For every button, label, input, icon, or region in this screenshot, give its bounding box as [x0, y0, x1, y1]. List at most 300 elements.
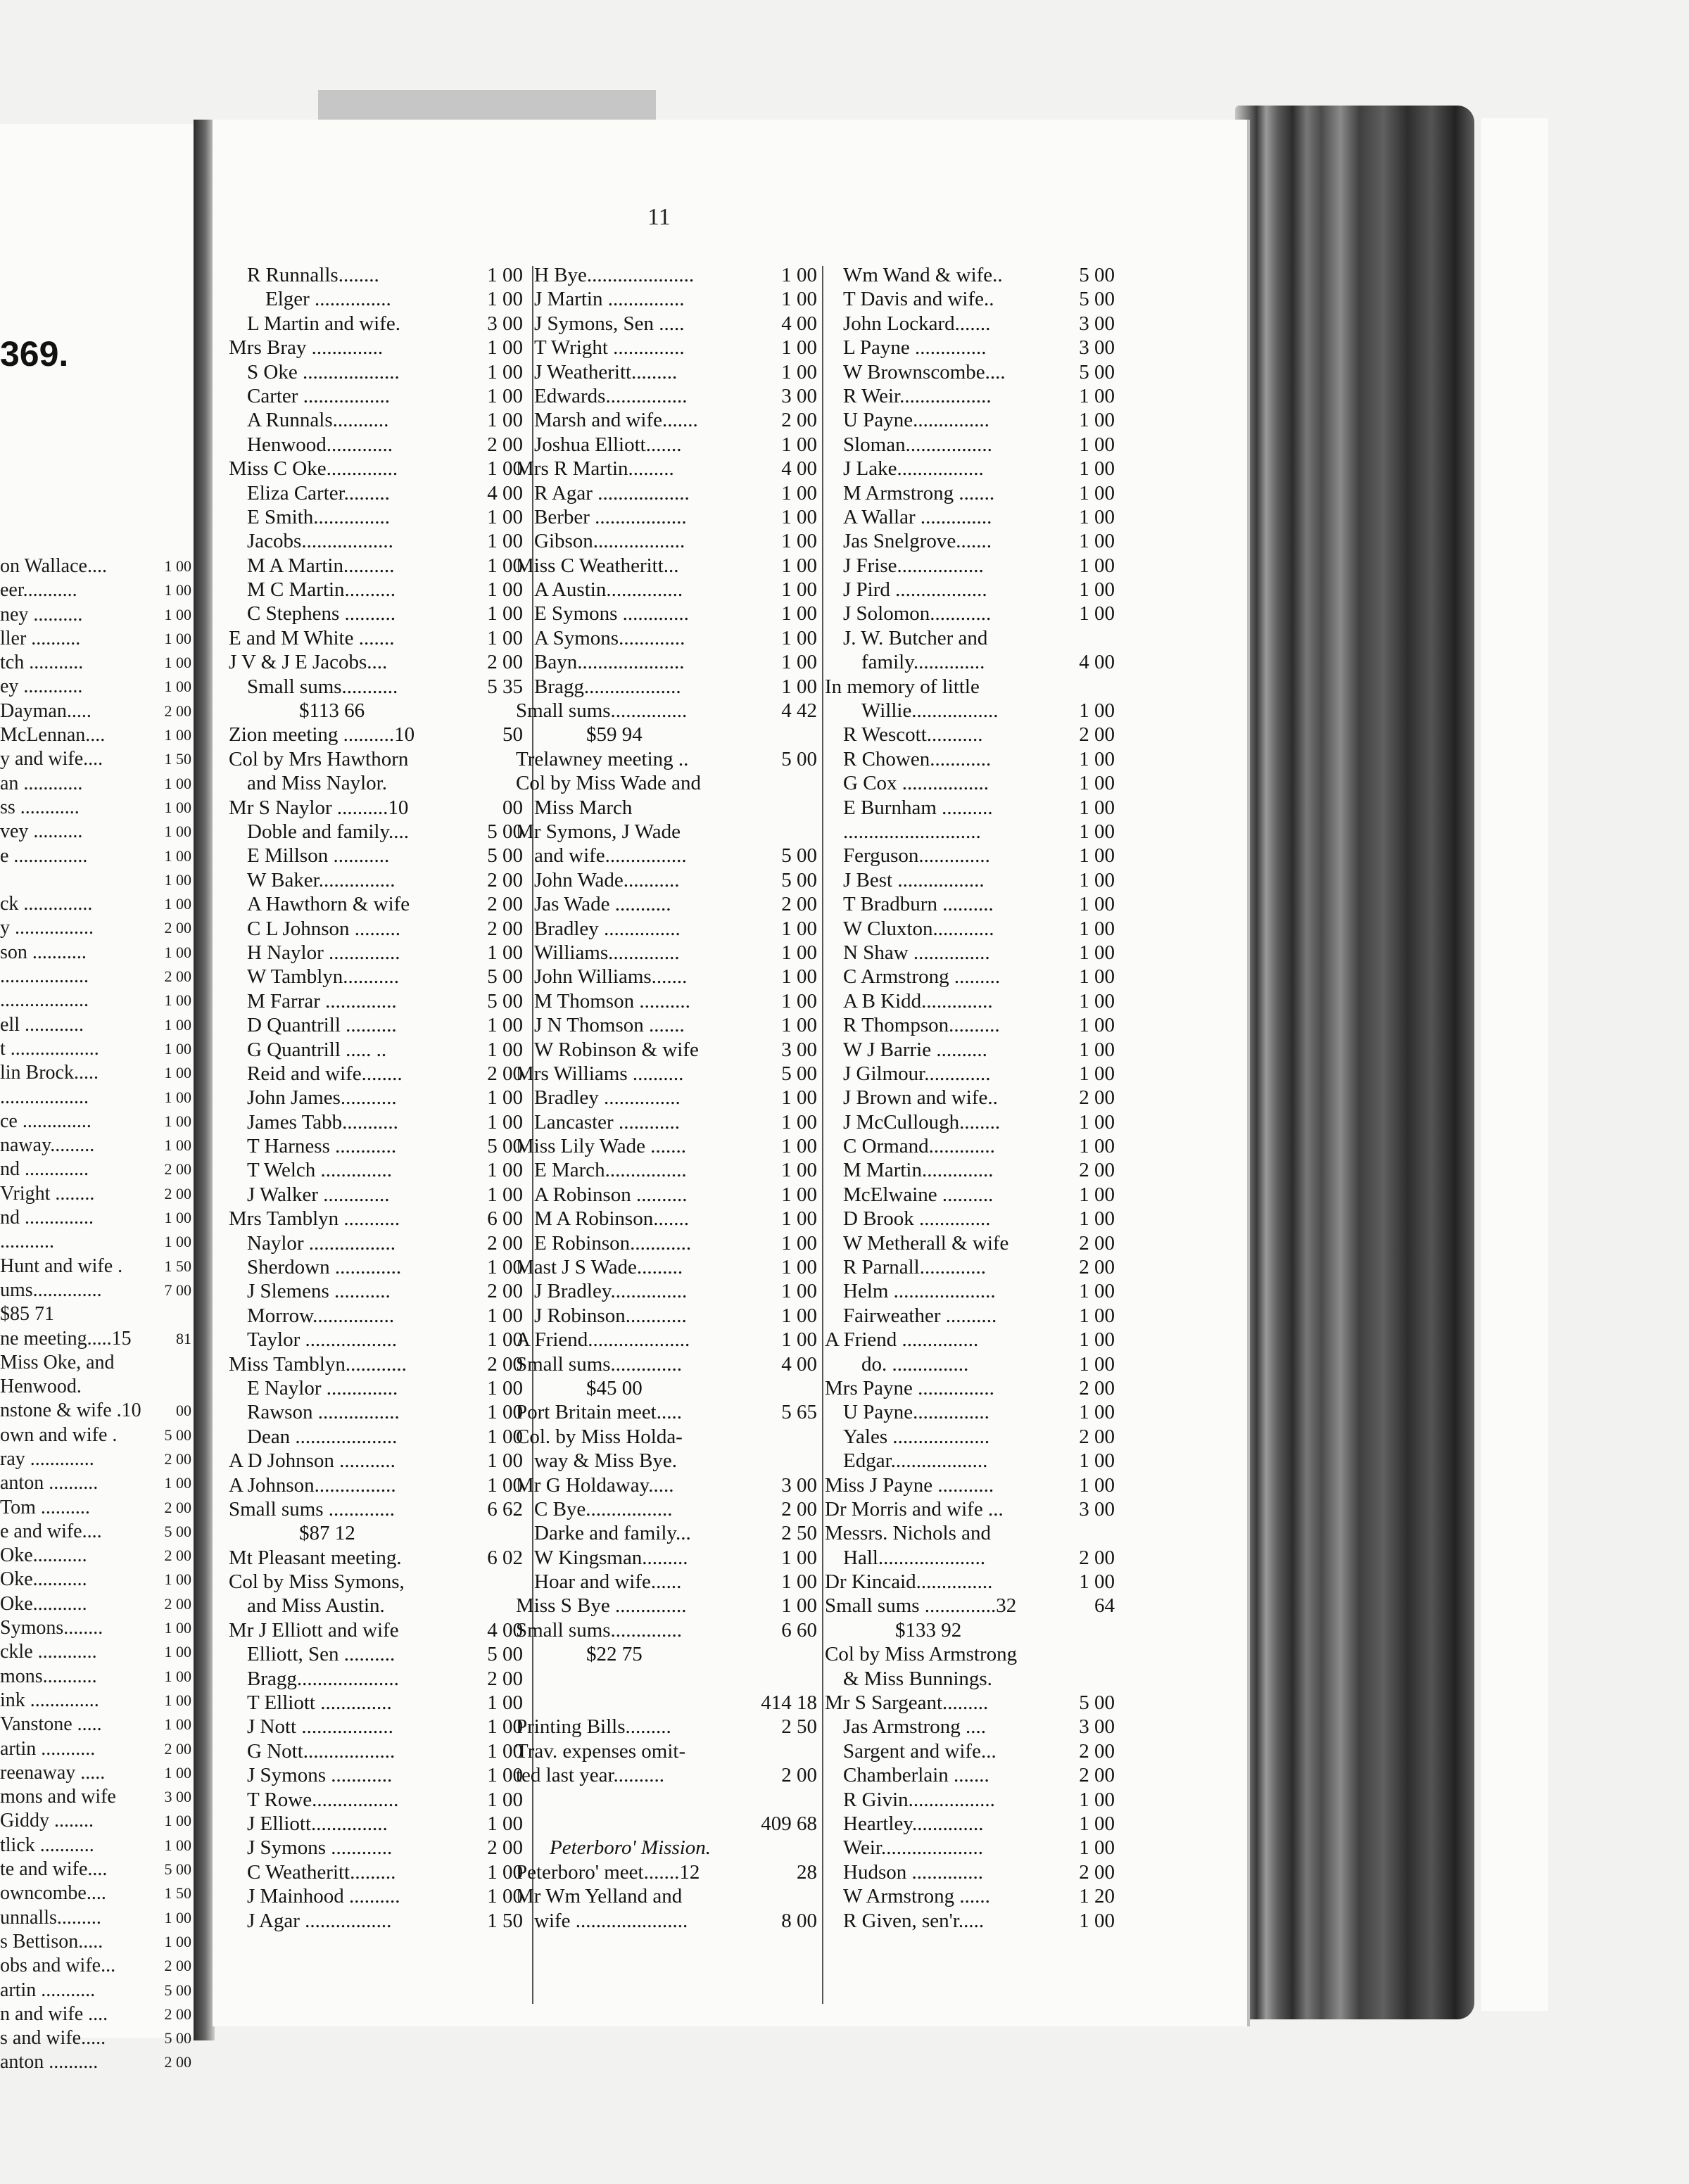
- entry-amount: 1 00: [164, 895, 191, 913]
- entry-amount: 2 00: [487, 651, 523, 674]
- entry-name: G Quantrill ..... ..: [247, 1038, 387, 1061]
- entry-amount: 2 00: [164, 701, 191, 720]
- entry-amount: 1 00: [487, 554, 523, 577]
- entry-amount: 6 60: [781, 1618, 817, 1642]
- ledger-row: [825, 1183, 1115, 1207]
- entry-amount: 3 00: [487, 312, 523, 335]
- ledger-row: [516, 1521, 817, 1545]
- ledger-row: [516, 1183, 817, 1207]
- ledger-row: [229, 433, 523, 457]
- ledger-row: [825, 1425, 1115, 1449]
- entry-name: Oke...........: [0, 1568, 87, 1591]
- left-page-entry: [0, 1327, 191, 1351]
- entry-amount: 5 00: [781, 844, 817, 868]
- entry-amount: 1 00: [164, 774, 191, 792]
- entry-amount: 1 00: [781, 530, 817, 553]
- ledger-row: [516, 820, 817, 844]
- entry-amount: 2 00: [164, 967, 191, 986]
- ledger-row: [229, 771, 523, 795]
- entry-name: owncombe....: [0, 1882, 106, 1905]
- entry-amount: 1 00: [1079, 893, 1115, 916]
- ledger-row: [516, 360, 817, 384]
- ledger-row: [229, 457, 523, 481]
- ledger-row: [516, 650, 817, 674]
- left-page-entry: [0, 1037, 191, 1061]
- entry-amount: 4 00: [487, 1618, 523, 1642]
- left-page-entry: [0, 1255, 191, 1278]
- ledger-row: [229, 675, 523, 699]
- entry-amount: 1 00: [1079, 1570, 1115, 1594]
- entry-name: Miss S Bye ..............: [516, 1594, 687, 1618]
- ledger-row: [229, 1594, 523, 1618]
- entry-amount: 1 00: [1079, 699, 1115, 723]
- entry-amount: 1 00: [781, 1014, 817, 1037]
- entry-amount: 1 00: [164, 1763, 191, 1782]
- entry-amount: 1 00: [487, 1159, 523, 1182]
- entry-name: ink ..............: [0, 1689, 99, 1711]
- left-page-entry: [0, 1858, 191, 1881]
- ledger-row: [825, 747, 1115, 771]
- ledger-row: [229, 312, 523, 336]
- entry-amount: 2 00: [164, 919, 191, 937]
- entry-name: W Metherall & wife: [843, 1231, 1009, 1255]
- entry-name: John Williams.......: [534, 965, 688, 989]
- entry-name: Vright ........: [0, 1182, 95, 1205]
- entry-amount: 2 00: [1079, 723, 1115, 747]
- entry-name: M A Martin..........: [247, 554, 395, 577]
- ledger-row: [516, 1812, 817, 1836]
- entry-amount: 3 00: [1079, 1715, 1115, 1739]
- entry-name: Small sums ..............32: [825, 1594, 1017, 1618]
- entry-name: Elger ...............: [265, 288, 391, 311]
- entry-amount: 3 00: [781, 384, 817, 407]
- entry-amount: 6 00: [487, 1207, 523, 1231]
- entry-name: Dayman.....: [0, 699, 91, 722]
- entry-name: tch ...........: [0, 652, 84, 674]
- left-page-entry: [0, 796, 191, 820]
- entry-name: In memory of little: [825, 675, 980, 698]
- entry-amount: 5 00: [781, 747, 817, 770]
- entry-name: Messrs. Nichols and: [825, 1522, 992, 1545]
- entry-name: nd .............: [0, 1158, 89, 1181]
- entry-name: ell ............: [0, 1013, 84, 1036]
- entry-name: A Symons.............: [534, 626, 685, 649]
- subtotal-amount: $113 66: [299, 699, 365, 723]
- entry-amount: 4 00: [781, 457, 817, 481]
- entry-name: A Austin...............: [534, 578, 683, 602]
- entry-name: L Martin and wife.: [247, 312, 400, 335]
- entry-amount: 2 00: [164, 1739, 191, 1758]
- ledger-row: [825, 384, 1115, 408]
- ledger-row: [825, 457, 1115, 481]
- ledger-row: [229, 626, 523, 650]
- entry-amount: 1 00: [1079, 941, 1115, 964]
- entry-name: G Nott..................: [247, 1739, 396, 1763]
- entry-name: H Naylor ..............: [247, 941, 400, 964]
- entry-name: R Runnalls........: [247, 264, 379, 286]
- entry-name: J Mainhood ..........: [247, 1885, 400, 1908]
- subtotal-amount: $22 75: [586, 1643, 643, 1666]
- subtotal-row: [516, 723, 817, 747]
- entry-amount: 1 00: [164, 1619, 191, 1637]
- ledger-row: [229, 287, 523, 311]
- entry-name: Port Britain meet.....: [516, 1401, 682, 1424]
- ledger-row: [825, 1691, 1115, 1715]
- entry-amount: 2 00: [164, 1498, 191, 1516]
- entry-amount: 1 00: [487, 1739, 523, 1763]
- entry-name: U Payne...............: [843, 1401, 989, 1424]
- entry-name: M Martin..............: [843, 1159, 994, 1182]
- ledger-row: [825, 1086, 1115, 1110]
- ledger-row: [825, 1667, 1115, 1691]
- entry-name: n and wife ....: [0, 2002, 108, 2025]
- entry-name: ...........................: [843, 820, 981, 843]
- entry-amount: 1 00: [781, 989, 817, 1012]
- entry-name: eer...........: [0, 579, 77, 602]
- entry-amount: 8 00: [781, 1909, 817, 1932]
- book-page-edges: [1235, 106, 1474, 2019]
- entry-name: J Agar .................: [247, 1909, 392, 1932]
- back-sheet: [1481, 118, 1548, 2011]
- subtotal-row: [825, 1618, 1115, 1642]
- entry-name: Jas Snelgrove.......: [843, 530, 992, 553]
- entry-amount: 50: [502, 723, 523, 747]
- entry-amount: 2 00: [487, 917, 523, 940]
- entry-amount: 2 00: [781, 1764, 817, 1787]
- ledger-row: [825, 1400, 1115, 1424]
- entry-amount: 1 00: [164, 1209, 191, 1227]
- entry-amount: 3 00: [164, 1788, 191, 1806]
- entry-amount: 1 00: [164, 991, 191, 1010]
- entry-amount: 2 00: [164, 2005, 191, 2023]
- entry-name: E Naylor ..............: [247, 1376, 398, 1399]
- ledger-row: [229, 844, 523, 868]
- ledger-row: [229, 336, 523, 360]
- ledger-row: [516, 1739, 817, 1763]
- entry-name: C L Johnson .........: [247, 917, 401, 940]
- entry-name: J Best .................: [843, 868, 985, 891]
- ledger-row: [825, 675, 1115, 699]
- entry-name: H Bye.....................: [534, 264, 695, 286]
- entry-name: M Thomson ..........: [534, 989, 690, 1012]
- entry-amount: 1 00: [1079, 796, 1115, 819]
- entry-amount: 1 00: [487, 1110, 523, 1134]
- left-page-entry: [0, 2002, 191, 2026]
- ledger-row: [229, 1425, 523, 1449]
- entry-name: Joshua Elliott.......: [534, 433, 682, 456]
- entry-name: Col by Miss Armstrong: [825, 1643, 1018, 1666]
- entry-amount: 1 00: [781, 1207, 817, 1231]
- entry-amount: 1 00: [487, 1256, 523, 1279]
- ledger-row: [825, 771, 1115, 795]
- ledger-row: [516, 1570, 817, 1594]
- left-page-entry: [0, 1061, 191, 1085]
- book-gutter: [194, 120, 215, 2040]
- entry-amount: 2 00: [487, 1280, 523, 1303]
- ledger-row: [229, 1860, 523, 1884]
- left-page-entry: [0, 1110, 191, 1134]
- entry-name: M Farrar ..............: [247, 989, 397, 1012]
- entry-amount: 1 00: [781, 1159, 817, 1182]
- left-page-entry: [0, 2026, 191, 2050]
- entry-amount: 2 00: [164, 1547, 191, 1565]
- entry-name: A D Johnson ...........: [229, 1449, 396, 1473]
- entry-name: A Johnson................: [229, 1473, 396, 1497]
- entry-name: Dr Kincaid...............: [825, 1570, 993, 1594]
- entry-amount: 1 00: [164, 605, 191, 623]
- ledger-column-2: [516, 263, 817, 1933]
- entry-amount: 1 00: [487, 288, 523, 311]
- ledger-row: [516, 1158, 817, 1182]
- entry-amount: 2 50: [781, 1522, 817, 1545]
- left-page-entry: [0, 772, 191, 796]
- entry-amount: 1 00: [781, 1280, 817, 1303]
- entry-name: Reid and wife........: [247, 1062, 403, 1085]
- entry-name: Oke...........: [0, 1544, 87, 1567]
- entry-name: Eliza Carter.........: [247, 481, 390, 504]
- ledger-row: [825, 287, 1115, 311]
- entry-amount: 1 00: [1079, 505, 1115, 528]
- ledger-row: [229, 1255, 523, 1279]
- entry-amount: 1 00: [781, 675, 817, 698]
- left-page-entry: [0, 747, 191, 771]
- ledger-row: [516, 844, 817, 868]
- left-page-entry: [0, 1954, 191, 1978]
- ledger-row: [516, 917, 817, 941]
- ledger-row: [516, 312, 817, 336]
- entry-name: reenaway .....: [0, 1761, 106, 1784]
- ledger-row: [825, 1836, 1115, 1860]
- ledger-row: [825, 1812, 1115, 1836]
- entry-amount: 1 00: [487, 1038, 523, 1061]
- entry-name: Col by Miss Symons,: [229, 1570, 405, 1594]
- ledger-row: [516, 989, 817, 1013]
- entry-name: Hudson ..............: [843, 1860, 983, 1884]
- left-page-entry: [0, 1640, 191, 1664]
- ledger-row: [825, 1158, 1115, 1182]
- entry-name: Col by Miss Wade and: [516, 772, 701, 795]
- left-page-entry: [0, 1592, 191, 1616]
- entry-name: Hall.....................: [843, 1546, 986, 1569]
- entry-amount: 5 00: [1079, 1691, 1115, 1715]
- entry-name: J V & J E Jacobs....: [229, 651, 388, 674]
- entry-amount: 2 00: [781, 409, 817, 432]
- left-page-entry: [0, 1302, 191, 1326]
- ledger-row: [825, 650, 1115, 674]
- ledger-row: [229, 263, 523, 287]
- left-page-entry: [0, 989, 191, 1012]
- ledger-row: [229, 1739, 523, 1763]
- entry-amount: 2 00: [1079, 1860, 1115, 1884]
- entry-name: Oke...........: [0, 1592, 87, 1615]
- entry-amount: 1 00: [164, 1643, 191, 1661]
- ledger-row: [825, 360, 1115, 384]
- entry-name: Zion meeting ..........10: [229, 723, 415, 747]
- entry-name: J Gilmour.............: [843, 1062, 991, 1085]
- entry-amount: 1 00: [1079, 1062, 1115, 1085]
- entry-name: Col by Mrs Hawthorn: [229, 747, 409, 770]
- entry-name: Miss C Oke..............: [229, 457, 398, 481]
- entry-name: John Wade...........: [534, 868, 680, 891]
- entry-name: Darke and family...: [534, 1522, 691, 1545]
- entry-amount: 1 00: [487, 530, 523, 553]
- entry-amount: 1 00: [164, 1812, 191, 1830]
- entry-amount: 2 00: [164, 1957, 191, 1975]
- entry-amount: 1 00: [487, 457, 523, 481]
- ledger-row: [516, 747, 817, 771]
- entry-name: Mr S Naylor ..........10: [229, 796, 409, 819]
- ledger-row: [516, 1304, 817, 1328]
- entry-name: Miss March: [534, 796, 633, 819]
- entry-name: C Weatheritt.........: [247, 1860, 396, 1884]
- entry-amount: 1 00: [781, 433, 817, 456]
- left-page-entry: [0, 1351, 191, 1375]
- entry-amount: 1 00: [781, 336, 817, 360]
- ledger-row: [516, 1110, 817, 1134]
- entry-amount: 1 00: [1079, 772, 1115, 795]
- entry-name: Weir....................: [843, 1836, 984, 1860]
- subtotal-amount: $45 00: [586, 1376, 643, 1399]
- entry-name: J Slemens ...........: [247, 1280, 391, 1303]
- entry-name: Wm Wand & wife..: [843, 264, 1003, 286]
- entry-name: way & Miss Bye.: [534, 1449, 677, 1473]
- entry-amount: 2 00: [1079, 1764, 1115, 1787]
- ledger-row: [516, 1473, 817, 1497]
- entry-name: R Wescott...........: [843, 723, 983, 747]
- entry-name: Small sums...............: [516, 699, 688, 723]
- column-divider: [822, 266, 823, 2004]
- entry-name: y and wife....: [0, 748, 103, 770]
- entry-amount: 1 00: [487, 1860, 523, 1884]
- ledger-row: [516, 1594, 817, 1618]
- left-page-entry: [0, 603, 191, 627]
- ledger-row: [516, 1691, 817, 1715]
- ledger-row: [229, 1473, 523, 1497]
- left-page-entry: [0, 1399, 191, 1423]
- entry-name: obs and wife...: [0, 1955, 116, 1977]
- ledger-row: [229, 868, 523, 892]
- ledger-row: [229, 1570, 523, 1594]
- ledger-row: [516, 796, 817, 820]
- ledger-row: [825, 1449, 1115, 1473]
- ledger-row: [825, 1376, 1115, 1400]
- ledger-row: [229, 1352, 523, 1376]
- entry-amount: 1 00: [1079, 1110, 1115, 1134]
- entry-amount: 2 00: [1079, 1086, 1115, 1110]
- entry-name: y ................: [0, 917, 94, 939]
- entry-name: Taylor ..................: [247, 1328, 398, 1352]
- entry-name: T Harness ............: [247, 1135, 397, 1158]
- entry-amount: 1 00: [1079, 457, 1115, 481]
- ledger-row: [516, 1328, 817, 1352]
- ledger-row: [516, 1425, 817, 1449]
- entry-name: Trav. expenses omit-: [516, 1739, 686, 1763]
- ledger-row: [229, 1086, 523, 1110]
- entry-amount: 2 00: [164, 1449, 191, 1468]
- subtotal-row: [229, 1521, 523, 1545]
- entry-name: Hoar and wife......: [534, 1570, 682, 1594]
- entry-amount: 1 00: [1079, 989, 1115, 1012]
- left-page-entry: [0, 1689, 191, 1713]
- ledger-row: [229, 1884, 523, 1908]
- entry-amount: 5 00: [1079, 360, 1115, 383]
- left-page-entry: [0, 699, 191, 723]
- left-page-entry: [0, 844, 191, 868]
- left-page-entry: [0, 1134, 191, 1157]
- entry-amount: 1 00: [164, 1064, 191, 1082]
- entry-name: naway.........: [0, 1134, 95, 1157]
- ledger-row: [229, 1304, 523, 1328]
- ledger-row: [516, 1134, 817, 1158]
- entry-amount: 1 00: [781, 481, 817, 504]
- ledger-row: [825, 965, 1115, 989]
- ledger-row: [229, 578, 523, 602]
- ledger-row: [229, 1667, 523, 1691]
- entry-amount: 1 00: [1079, 481, 1115, 504]
- entry-name: unnalls.........: [0, 1906, 101, 1929]
- entry-amount: 1 00: [164, 726, 191, 744]
- entry-amount: 1 00: [781, 1256, 817, 1279]
- ledger-row: [229, 1134, 523, 1158]
- entry-name: Mr S Sargeant.........: [825, 1691, 989, 1715]
- entry-name: Mt Pleasant meeting.: [229, 1546, 402, 1569]
- entry-amount: 1 00: [164, 1667, 191, 1685]
- entry-name: & Miss Bunnings.: [843, 1667, 992, 1690]
- entry-amount: 1 00: [164, 581, 191, 599]
- entry-name: artin ...........: [0, 1979, 96, 2001]
- ledger-row: [229, 505, 523, 529]
- left-page-entry: [0, 1520, 191, 1544]
- entry-name: J Brown and wife..: [843, 1086, 998, 1110]
- entry-name: Sloman.................: [843, 433, 992, 456]
- entry-name: Mr J Elliott and wife: [229, 1618, 399, 1642]
- ledger-row: [516, 1013, 817, 1037]
- entry-name: E and M White .......: [229, 626, 395, 649]
- entry-name: R Given, sen'r.....: [843, 1909, 985, 1932]
- ledger-row: [825, 481, 1115, 505]
- ledger-row: [229, 989, 523, 1013]
- ledger-row: [516, 868, 817, 892]
- entry-name: A Friend ...............: [825, 1328, 979, 1352]
- entry-amount: 5 00: [487, 844, 523, 868]
- page-number: 11: [647, 204, 671, 230]
- entry-amount: 5 00: [487, 965, 523, 989]
- ledger-row: [516, 481, 817, 505]
- entry-amount: 7 00: [164, 1281, 191, 1299]
- entry-name: R Weir..................: [843, 384, 992, 407]
- entry-amount: 2 00: [487, 1231, 523, 1255]
- entry-amount: 1 00: [1079, 1304, 1115, 1327]
- entry-name: Bradley ...............: [534, 917, 681, 940]
- left-page-entry: [0, 627, 191, 651]
- entry-amount: 6 62: [487, 1497, 523, 1520]
- entry-name: ..................: [0, 1086, 89, 1108]
- entry-name: E Smith...............: [247, 505, 391, 528]
- ledger-row: [516, 554, 817, 578]
- ledger-row: [825, 892, 1115, 916]
- entry-name: T Davis and wife..: [843, 288, 994, 311]
- ledger-row: [229, 1763, 523, 1787]
- entry-amount: 1 00: [487, 578, 523, 602]
- ledger-row: [825, 1255, 1115, 1279]
- entry-amount: 1 00: [781, 1086, 817, 1110]
- entry-name: T Wright ..............: [534, 336, 685, 360]
- entry-amount: 2 00: [1079, 1546, 1115, 1569]
- entry-amount: 5 00: [1079, 264, 1115, 286]
- ledger-row: [516, 1860, 817, 1884]
- left-page-entry: [0, 1568, 191, 1592]
- ledger-row: [516, 1788, 817, 1812]
